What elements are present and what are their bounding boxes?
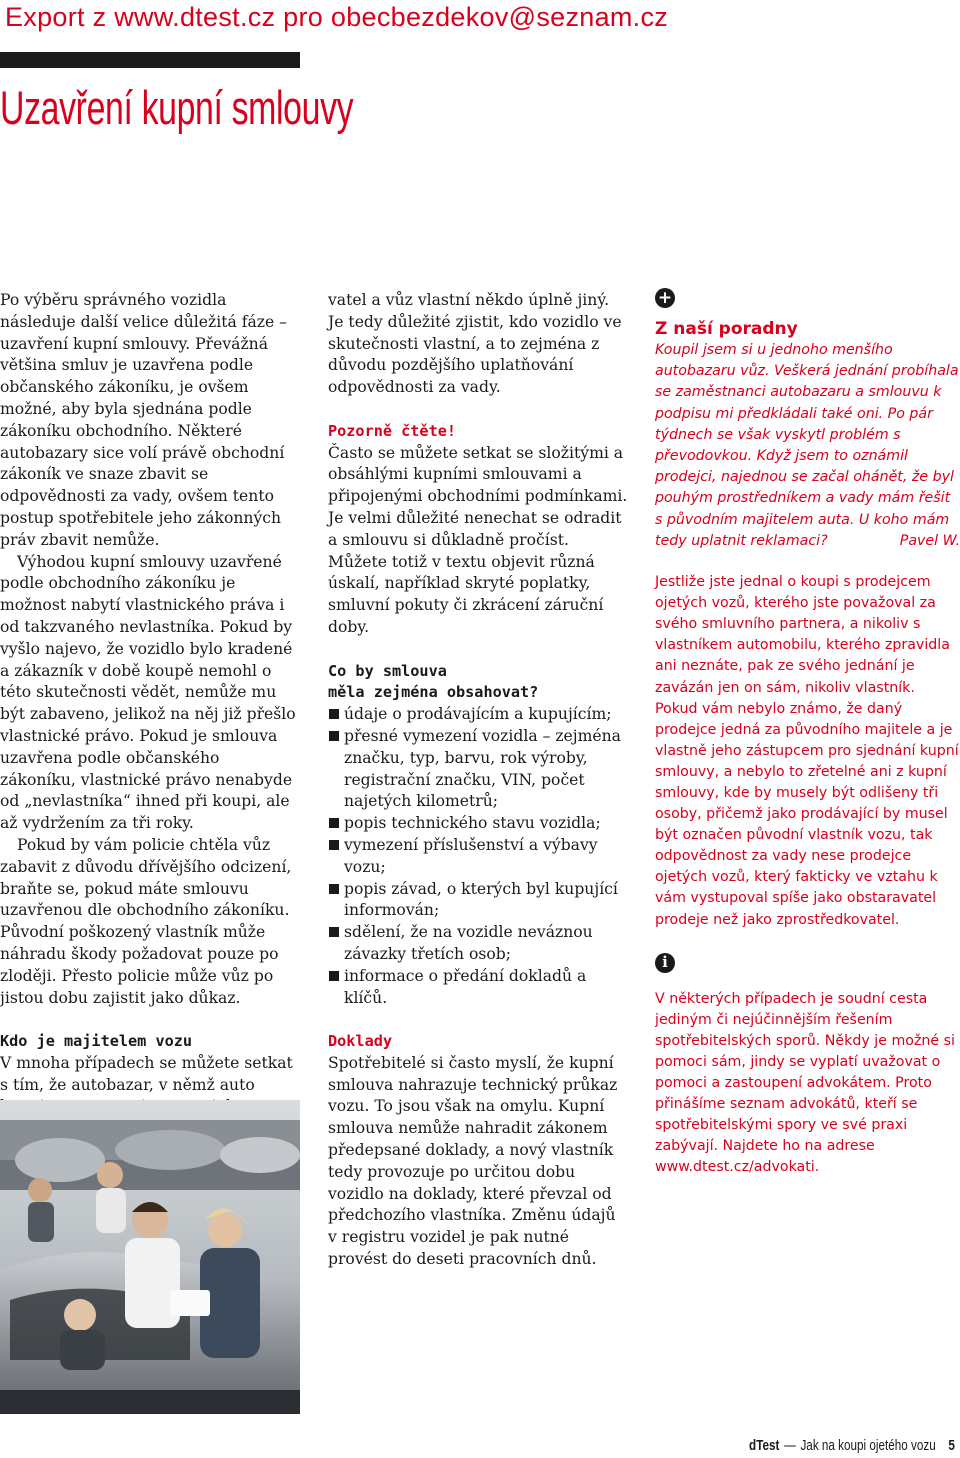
advice-title: Z naší poradny: [655, 319, 798, 339]
footer-dash: —: [784, 1437, 796, 1454]
plus-icon: +: [655, 288, 675, 308]
footer-brand: dTest: [749, 1437, 780, 1454]
section-heading-careful: Pozorně čtěte!: [328, 421, 457, 440]
section-heading-contents: [328, 661, 628, 705]
list-item: přesné vymezení vozidla – zejména značku, typ, barvu, rok výroby, registrační značku, VIN, počet najetých kilometrů;: [328, 726, 628, 813]
car-dealer-photo: [0, 1100, 300, 1414]
contract-contents-list: [328, 704, 628, 1009]
paragraph: Spotřebitelé si často myslí, že kupní smlouva nahrazuje technický průkaz vozu. To jsou však na omylu. Kupní smlouva nemůže nahradit zákonem předepsané doklady, a nový vlastník tedy provozuje po určitou dobu vozidlo na doklady, které převzal od předchozího vlastníka. Změnu údajů v registru vozidel je pak nutné provést do deseti pracovních dnů.: [328, 1053, 618, 1269]
export-line: Export z www.dtest.cz pro obecbezdekov@seznam.cz: [5, 2, 669, 32]
paragraph: Často se můžete setkat se složitými a obsáhlými kupními smlouvami a připojenými obchodními podmínkami. Je velmi důležité nenechat se odradit a smlouvu si důkladně pročíst. Můžete totiž v textu objevit různá úskalí, například skryté poplatky, smluvní pokuty či zkrácení záruční doby.: [328, 443, 628, 636]
info-icon: i: [655, 953, 675, 973]
column-1: [0, 290, 300, 1140]
section-heading-owner: Kdo je majitelem vozu: [0, 1032, 193, 1051]
car-dealer-photo-graphic: [0, 1100, 300, 1414]
paragraph: Pokud by vám policie chtěla vůz zabavit z důvodu dřívějšího odcizení, braňte se, pokud máte smlouvu uzavřenou dle obchodního zákoníku. Původní poškozený vlastník může náhradu škody požadovat pouze po zloději. Přesto policie může vůz po jistou dobu zajistit jako důkaz.: [0, 835, 292, 1007]
advice-answer: Jestliže jste jednal o koupi s prodejcem ojetých vozů, kterého jste považoval za svého smluvního partnera, a nikoliv s vlastníkem automobilu, kterého zpravidla ani neznáte, pak ze svého jednání je zavázán jen on sám, nikoliv vlastník. Pokud vám nebylo známo, že daný prodejce jedná za původního majitele a je vlastně jeho zástupcem pro sjednání kupní smlouvy, a nebylo to zřetelné ani z kupní smlouvy, kde by musely být odlišeny tři osoby, přičemž jako prodávající by musel být označen původní vlastník vozu, tak odpovědnost za vady nese prodejce ojetých vozů, který fakticky ve vztahu k vám vystupoval spíše jako obstaravatel prodeje než jako zprostředkovatel.: [655, 574, 959, 928]
paragraph: vatel a vůz vlastní někdo úplně jiný. Je tedy důležité zjistit, kdo vozidlo ve skutečnosti vlastní, a to zejména z důvodu pozdějšího uplatňování odpovědnosti za vady.: [328, 291, 622, 397]
heading-line: měla zejména obsahovat?: [328, 683, 539, 702]
paragraph: V mnoha případech se můžete setkat s tím, že autobazar, v němž auto: [0, 1053, 293, 1094]
list-item: sdělení, že na vozidle neváznou závazky třetích osob;: [328, 922, 628, 966]
page-title: Uzavření kupní smlouvy: [0, 81, 354, 134]
list-item: vymezení příslušenství a výbavy vozu;: [328, 835, 628, 879]
advice-signature: Pavel W.: [899, 532, 960, 549]
advice-question-text: Koupil jsem si u jednoho menšího autobazaru vůz. Veškerá jednání probíhala se zaměstnanci autobazaru a smlouvu k podpisu mi předkládali také oni. Po pár týdnech se však vyskytl problém s převodovkou. Když jsem to oznámil prodejci, najednou se začal ohánět, že byl pouhým prostředníkem a vady mám řešit s původním majitelem auta. U koho mám tedy uplatnit reklamaci?: [655, 342, 959, 549]
footer-title: Jak na koupi ojetého vozu: [800, 1437, 936, 1454]
info-text: V některých případech je soudní cesta jediným či nejúčinnějším řešením spotřebitelských sporů. Někdy je možné si pomoci sám, jindy se vyplatí uvažovat o pomoci a zastoupení advokátem. Proto přinášíme seznam advokátů, kteří se spotřebitelskými spory ve své praxi zabývají. Najdete ho na adrese www.dtest.cz/advokati.: [655, 990, 955, 1176]
heading-line: Co by smlouva: [328, 661, 447, 680]
page-number: 5: [948, 1437, 955, 1454]
list-item: popis technického stavu vozidla;: [328, 813, 628, 835]
list-item: popis závad, o kterých byl kupující informován;: [328, 879, 628, 923]
list-item: informace o předání dokladů a klíčů.: [328, 966, 628, 1010]
paragraph: Po výběru správného vozidla následuje další velice důležitá fáze – uzavření kupní smlouvy. Převážná většina smluv je uzavřena podle občanského zákoníku, je ovšem možné, aby byla sjednána podle zákoníku obchodního. Některé autobazary sice volí právě obchodní zákoník ve snaze zbavit se odpovědnosti za vady, ovšem tento postup spotřebitele jeho zákonných práv zbavit nemůže.: [0, 291, 287, 549]
column-3: [655, 288, 960, 1178]
advice-question: [655, 340, 960, 552]
page-footer: [749, 1437, 955, 1454]
section-heading-documents: Doklady: [328, 1032, 393, 1051]
column-2: [328, 290, 628, 1271]
paragraph: Výhodou kupní smlouvy uzavřené podle obchodního zákoníku je možnost nabytí vlastnického práva i od takzvaného nevlastníka. Pokud by vyšlo najevo, že vozidlo bylo kradené a zákazník v době koupě nemohl o této skutečnosti vědět, nemůže mu být zabaveno, jelikož na něj již přešlo vlastnické právo. Pokud je smlouva uzavřena podle občanského zákoníku, vlastnické právo nenabyde od „nevlastníka“ ihned při koupi, ale až vydržením za tři roky.: [0, 552, 296, 833]
title-bar: [0, 52, 300, 68]
list-item: údaje o prodávajícím a kupujícím;: [328, 704, 628, 726]
